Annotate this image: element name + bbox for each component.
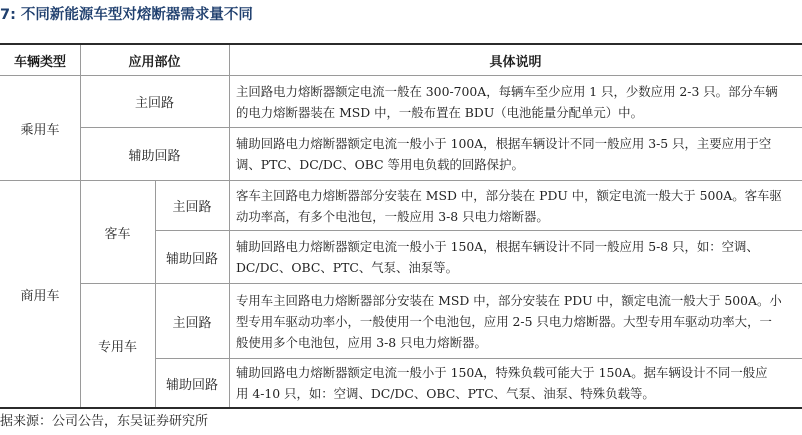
desc-bus-main [236,181,792,230]
source-note: 据来源：公司公告，东吴证券研究所 [0,414,209,429]
desc-line: DC/DC、OBC、PTC、气泵、油泵等。 [236,260,458,275]
vehicle-type-commercial: 商用车 [20,288,60,304]
part-bus-aux: 辅助回路 [165,251,218,267]
desc-line: 专用车主回路电力熔断器部分安装在 MSD 中，部分安装在 PDU 中，额定电流一般大于 500A。小 [236,292,782,308]
col-rule [229,45,230,407]
subtype-bus: 客车 [104,226,131,242]
header-description: 具体说明 [489,54,542,70]
subtype-special-vehicle: 专用车 [97,340,137,355]
header-vehicle-type: 车辆类型 [13,54,66,70]
desc-passenger-main [236,76,792,127]
desc-special-aux [236,359,792,407]
desc-bus-aux [236,231,792,283]
part-special-main: 主回路 [172,315,212,331]
desc-line: 辅助回路电力熔断器额定电流一般小于 100A，根据车辆设计不同一般应用 3-5 只，主要应用于空 [236,136,772,151]
bottom-rule [0,407,802,409]
desc-line: 动功率高，有多个电池包，一般应用 3-8 只电力熔断器。 [236,208,549,224]
desc-line: 客车主回路电力熔断器部分安装在 MSD 中，部分装在 PDU 中，额定电流一般大于 500A。客车驱 [236,187,782,203]
part-passenger-main: 主回路 [134,96,174,111]
desc-passenger-aux [236,128,792,180]
desc-line: 般使用多个电池包，应用 3-8 只电力熔断器。 [236,334,487,350]
part-bus-main: 主回路 [172,200,212,215]
desc-line: 调、PTC、DC/DC、OBC 等用电负载的回路保护。 [236,157,524,172]
desc-line: 用 4-10 只，如：空调、DC/DC、OBC、PTC、气泵、油泵、特殊负载等。 [236,386,655,401]
part-passenger-aux: 辅助回路 [128,148,181,164]
desc-line: 主回路电力熔断器额定电流一般在 300-700A，每辆车至少应用 1 只，少数应用 2-3 只。部分车辆 [236,83,778,99]
desc-special-main [236,284,792,358]
header-application: 应用部位 [128,54,181,70]
vehicle-type-passenger: 乘用车 [20,122,60,138]
part-special-aux: 辅助回路 [165,377,218,393]
table-title: 7: 不同新能源车型对熔断器需求量不同 [0,7,253,23]
desc-line: 辅助回路电力熔断器额定电流一般小于 150A，特殊负载可能大于 150A。据车辆设计不同一般应 [236,365,768,380]
desc-line: 型专用车驱动功率小，一般使用一个电池包，应用 2-5 只电力熔断器。大型专用车驱动功率大，一 [236,313,772,329]
desc-line: 的电力熔断器装在 MSD 中，一般布置在 BDU（电池能量分配单元）中。 [236,104,643,120]
desc-line: 辅助回路电力熔断器额定电流一般小于 150A，根据车辆设计不同一般应用 5-8 只，如：空调、 [236,239,759,254]
